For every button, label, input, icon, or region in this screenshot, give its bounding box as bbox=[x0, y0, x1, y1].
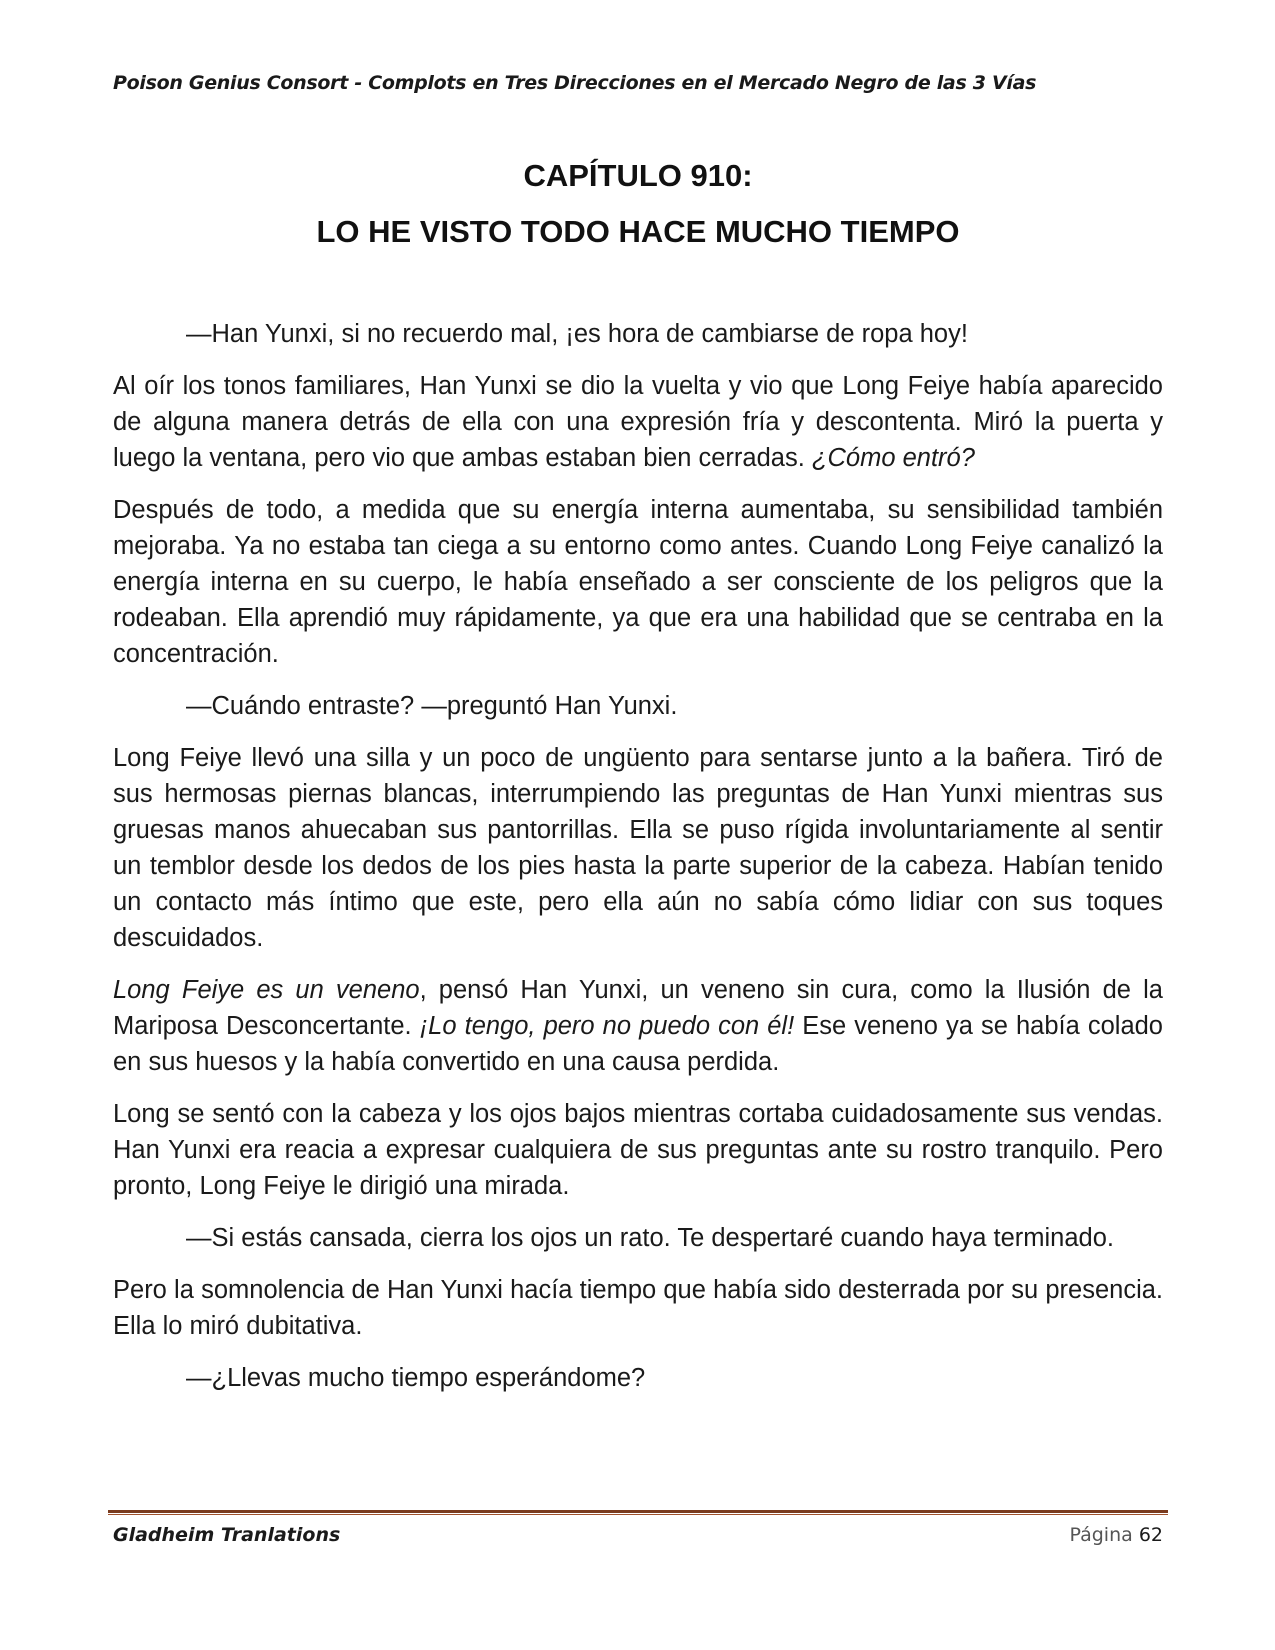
chapter-number: CAPÍTULO 910: bbox=[523, 158, 753, 193]
paragraph-2 bbox=[113, 368, 1163, 476]
footer-page-info bbox=[1069, 1524, 1163, 1546]
paragraph-6-text-a: , pensó Han Yunxi, un veneno sin cura, como la Ilusión de la Mariposa Desconcertante. bbox=[113, 976, 1163, 1040]
paragraph-7: Long se sentó con la cabeza y los ojos bajos mientras cortaba cuidadosamente sus vendas. Han Yunxi era reacia a expresar cualquiera de sus preguntas ante su rostro tranquilo. Pero pronto, Long Feiye le dirigió una mirada. bbox=[113, 1100, 1163, 1200]
paragraph-2-text: Al oír los tonos familiares, Han Yunxi se dio la vuelta y vio que Long Feiye había aparecido de alguna manera detrás de ella con una expresión fría y descontenta. Miró la puerta y luego la ventana, pero vio que ambas estaban bien cerradas. bbox=[113, 372, 1163, 472]
footer-translator: Gladheim Tranlations bbox=[113, 1524, 341, 1546]
chapter-heading bbox=[113, 148, 1163, 260]
paragraph-1: —Han Yunxi, si no recuerdo mal, ¡es hora de cambiarse de ropa hoy! bbox=[186, 320, 968, 348]
paragraph-2-italic: ¿Cómo entró? bbox=[811, 444, 975, 472]
page-label: Página bbox=[1069, 1524, 1133, 1546]
paragraph-6-italic-a: Long Feiye es un veneno bbox=[113, 976, 420, 1004]
page-number: 62 bbox=[1138, 1524, 1163, 1546]
paragraph-3: Después de todo, a medida que su energía interna aumentaba, su sensibilidad también mejoraba. Ya no estaba tan ciega a su entorno como antes. Cuando Long Feiye canalizó la energía interna en su cuerpo, le había enseñado a ser consciente de los peligros que la rodeaban. Ella aprendió muy rápidamente, ya que era una habilidad que se centraba en la concentración. bbox=[113, 496, 1163, 668]
chapter-title: LO HE VISTO TODO HACE MUCHO TIEMPO bbox=[316, 214, 960, 249]
paragraph-8: —Si estás cansada, cierra los ojos un rato. Te despertaré cuando haya terminado. bbox=[186, 1224, 1114, 1252]
paragraph-6-text-b: Ese veneno ya se había colado en sus huesos y la había convertido en una causa perdida. bbox=[113, 1012, 1163, 1076]
paragraph-10: —¿Llevas mucho tiempo esperándome? bbox=[186, 1364, 646, 1392]
paragraph-4: —Cuándo entraste? —preguntó Han Yunxi. bbox=[186, 692, 678, 720]
footer-divider bbox=[108, 1510, 1168, 1516]
paragraph-6 bbox=[113, 972, 1163, 1080]
footer-divider-thin bbox=[108, 1514, 1168, 1515]
paragraph-6-italic-b: ¡Lo tengo, pero no puedo con él! bbox=[411, 1012, 795, 1040]
running-header: Poison Genius Consort - Complots en Tres Direcciones en el Mercado Negro de las 3 Vías bbox=[113, 72, 1037, 94]
chapter-body bbox=[113, 316, 1163, 1412]
paragraph-9: Pero la somnolencia de Han Yunxi hacía tiempo que había sido desterrada por su presencia. Ella lo miró dubitativa. bbox=[113, 1276, 1163, 1340]
paragraph-5: Long Feiye llevó una silla y un poco de ungüento para sentarse junto a la bañera. Tiró de sus hermosas piernas blancas, interrumpiendo las preguntas de Han Yunxi mientras sus gruesas manos ahuecaban sus pantorrillas. Ella se puso rígida involuntariamente al sentir un temblor desde los dedos de los pies hasta la parte superior de la cabeza. Habían tenido un contacto más íntimo que este, pero ella aún no sabía cómo lidiar con sus toques descuidados. bbox=[113, 744, 1163, 952]
